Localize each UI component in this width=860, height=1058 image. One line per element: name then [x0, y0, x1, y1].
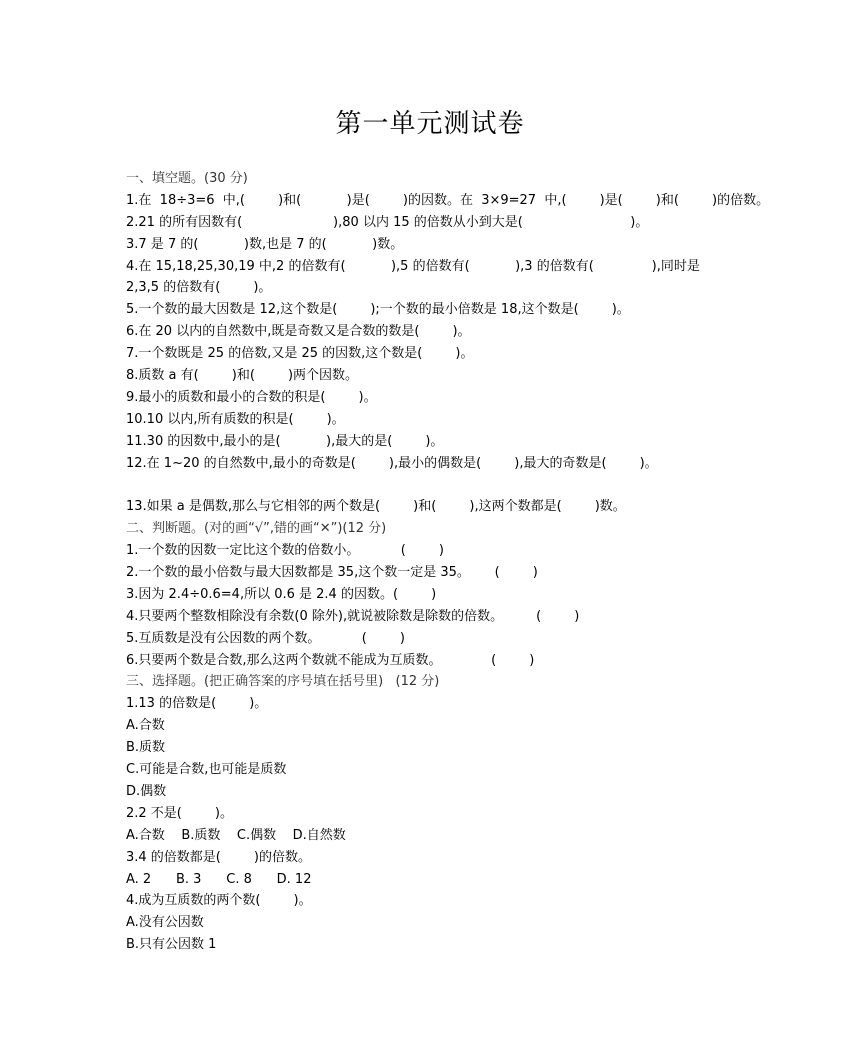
question-line: A.合数	[126, 718, 165, 734]
section-heading: 二、判断题。(对的画“√”,错的画“✕”)(12 分)	[126, 521, 387, 537]
question-line: 11.30 的因数中,最小的是( ),最大的是( )。	[126, 433, 444, 449]
question-line: 2.一个数的最小倍数与最大因数都是 35,这个数一定是 35。 ( )	[126, 565, 538, 581]
question-line: A.没有公因数	[126, 915, 204, 931]
question-line: 1.在 18÷3=6 中,( )和( )是( )的因数。在 3×9=27 中,( )是( )和( )的倍数。	[126, 192, 770, 208]
question-line: 8.质数 a 有( )和( )两个因数。	[126, 368, 359, 384]
question-line: 12.在 1~20 的自然数中,最小的奇数是( ),最小的偶数是( ),最大的奇数是( )。	[126, 455, 658, 471]
question-line: 13.如果 a 是偶数,那么与它相邻的两个数是( )和( ),这两个数都是( )数。	[126, 499, 626, 515]
question-line: 5.互质数是没有公因数的两个数。 ( )	[126, 630, 405, 646]
document-body	[126, 168, 826, 956]
question-line: 4.成为互质数的两个数( )。	[126, 893, 312, 909]
question-line: B.只有公因数 1	[126, 937, 217, 953]
question-line: 5.一个数的最大因数是 12,这个数是( );一个数的最小倍数是 18,这个数是( )。	[126, 302, 630, 318]
question-line: 4.只要两个整数相除没有余数(0 除外),就说被除数是除数的倍数。 ( )	[126, 608, 580, 624]
question-line: 9.最小的质数和最小的合数的积是( )。	[126, 389, 377, 405]
section-heading: 一、填空题。(30 分)	[126, 171, 248, 186]
question-line: D.偶数	[126, 783, 167, 799]
question-line: B.质数	[126, 740, 166, 756]
question-line: 10.10 以内,所有质数的积是( )。	[126, 411, 345, 427]
question-line: 6.在 20 以内的自然数中,既是奇数又是合数的数是( )。	[126, 324, 471, 340]
question-line: 6.只要两个数是合数,那么这两个数就不能成为互质数。 ( )	[126, 652, 535, 668]
question-line: 3.因为 2.4÷0.6=4,所以 0.6 是 2.4 的因数。( )	[126, 586, 437, 602]
page-title: 第一单元测试卷	[335, 109, 525, 139]
question-line: C.可能是合数,也可能是质数	[126, 762, 287, 778]
question-line: A. 2 B. 3 C. 8 D. 12	[126, 871, 312, 887]
question-line: 4.在 15,18,25,30,19 中,2 的倍数有( ),5 的倍数有( ),3 的倍数有( ),同时是	[126, 258, 700, 274]
question-line: 3.7 是 7 的( )数,也是 7 的( )数。	[126, 236, 404, 252]
question-line: A.合数 B.质数 C.偶数 D.自然数	[126, 827, 346, 843]
question-line: 1.13 的倍数是( )。	[126, 696, 268, 712]
question-line: 3.4 的倍数都是( )的倍数。	[126, 849, 312, 865]
section-heading: 三、选择题。(把正确答案的序号填在括号里) (12 分)	[126, 674, 440, 690]
blank-line	[126, 474, 826, 496]
question-line: 7.一个数既是 25 的倍数,又是 25 的因数,这个数是( )。	[126, 346, 474, 362]
question-line: 2.21 的所有因数有( ),80 以内 15 的倍数从小到大是( )。	[126, 214, 649, 230]
question-line: 1.一个数的因数一定比这个数的倍数小。 ( )	[126, 543, 444, 559]
question-line: 2.2 不是( )。	[126, 805, 234, 821]
question-line: 2,3,5 的倍数有( )。	[126, 280, 272, 296]
